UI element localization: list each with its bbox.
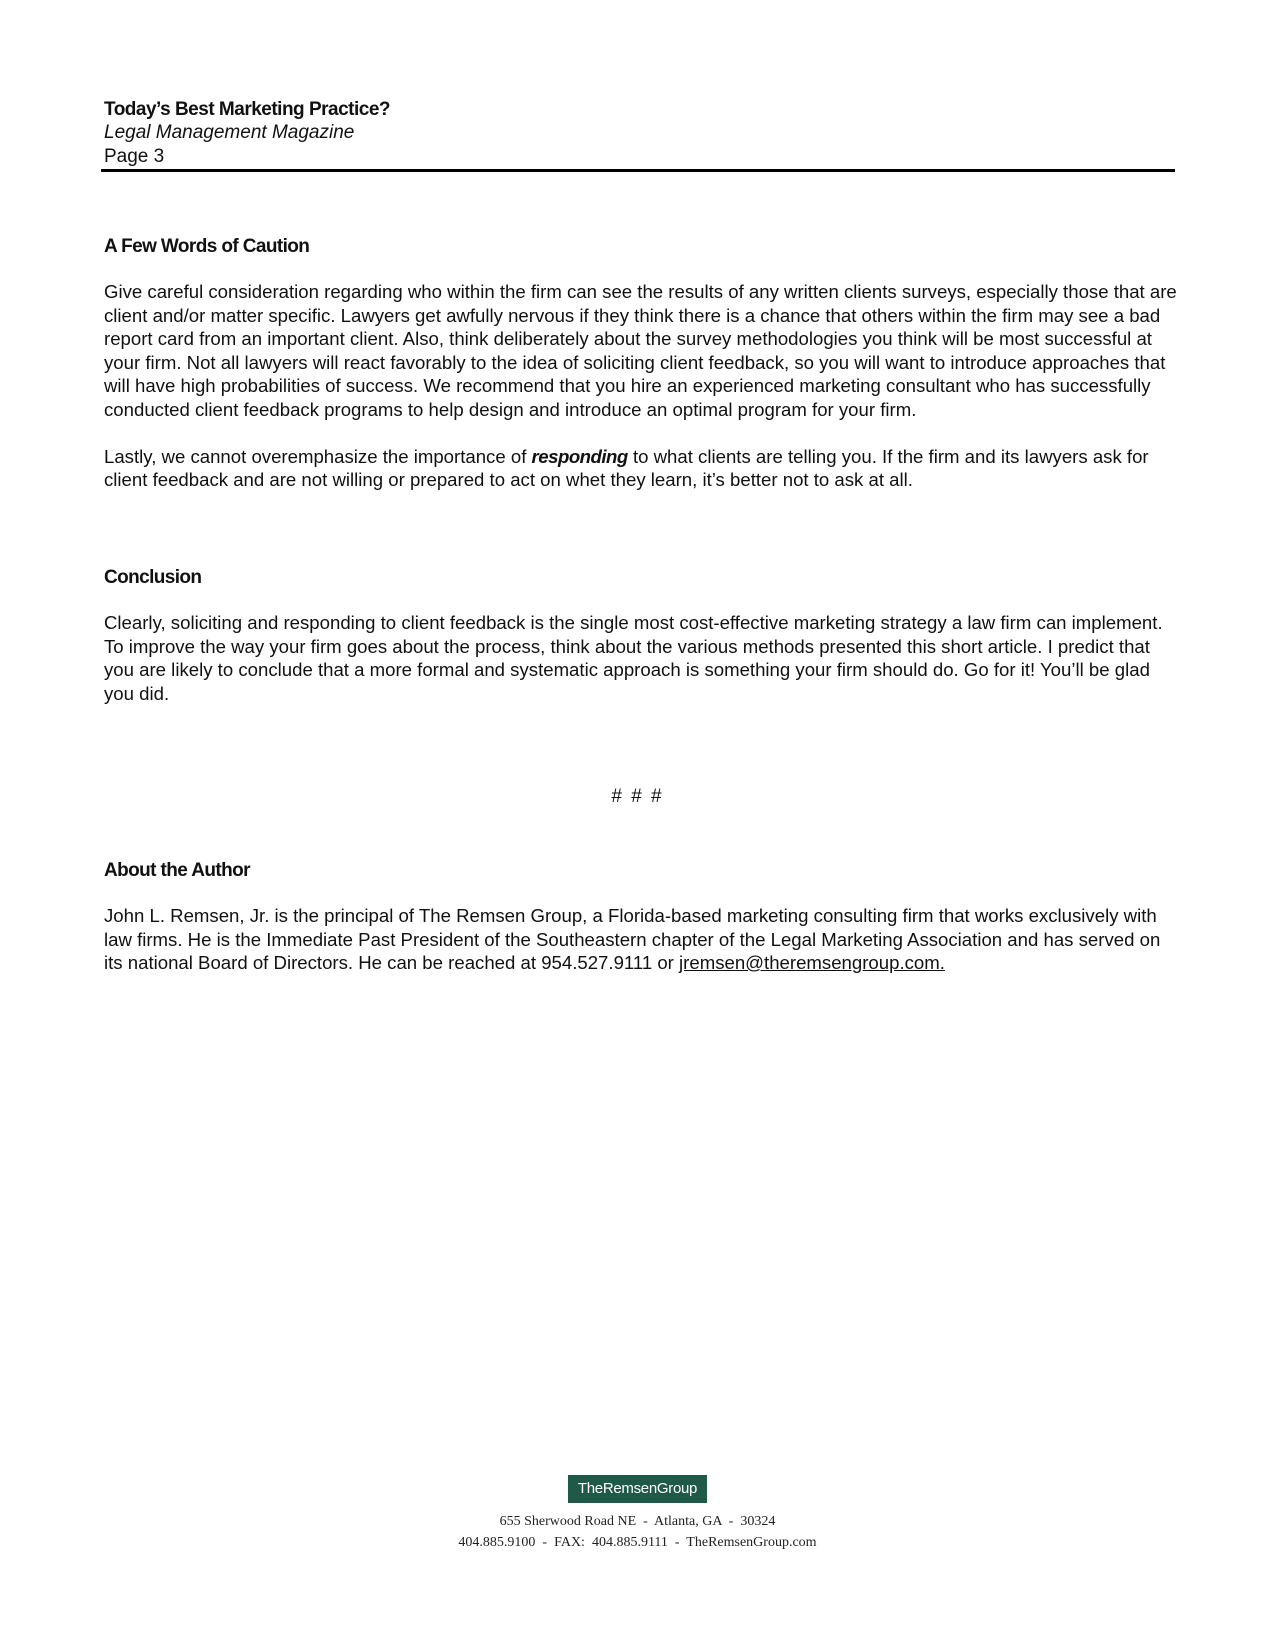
footer-contact-info: 404.885.9100 - FAX: 404.885.9111 - TheRemsenGroup.com <box>458 1535 817 1550</box>
author-email-link[interactable]: jremsen@theremsengroup.com. <box>679 952 945 974</box>
caution-paragraph-2-end: to what clients are telling you. If the firm and its lawyers ask for client feedback and are not willing or prepared to act on whet they learn, it’s better not to ask at all. <box>104 445 1149 491</box>
remsen-group-logo: TheRemsenGroup <box>568 1475 707 1503</box>
caution-section <box>104 235 1179 492</box>
article-title: Today’s Best Marketing Practice? <box>104 99 390 120</box>
author-section <box>104 859 1179 975</box>
author-biography: John L. Remsen, Jr. is the principal of The Remsen Group, a Florida-based marketing consulting firm that works exclusively with law firms. He is the Immediate Past President of the Southeastern chapter of the Legal Marketing Association and has served on its national Board of Directors. He can be reached at 954.527.9111 or <box>104 905 1161 974</box>
letterhead-footer <box>0 1475 1275 1553</box>
caution-paragraph-1: Give careful consideration regarding who within the firm can see the results of any written clients surveys, especially those that are client and/or matter specific. Lawyers get awfully nervous if they think there is a chance that others within the firm may see a bad report card from an important client. Also, think deliberately about the survey methodologies you think will be most successful at your firm. Not all lawyers will react favorably to the idea of soliciting client feedback, so you will want to introduce approaches that will have high probabilities of success. We recommend that you hire an experienced marketing consultant who has successfully conducted client feedback programs to help design and introduce an optimal program for your firm. <box>104 281 1177 420</box>
author-heading: About the Author <box>104 860 250 881</box>
caution-paragraph-2-start: Lastly, we cannot overemphasize the importance of <box>104 445 532 467</box>
page-number: Page 3 <box>104 146 165 167</box>
footer-address: 655 Sherwood Road NE - Atlanta, GA - 30324 <box>499 1514 776 1529</box>
end-of-article-separator: # # # <box>611 786 664 807</box>
caution-paragraph-2 <box>104 445 1179 492</box>
responding-emphasis: responding <box>531 445 628 467</box>
conclusion-heading: Conclusion <box>104 567 202 588</box>
page-header <box>104 98 1174 169</box>
caution-heading: A Few Words of Caution <box>104 236 310 257</box>
author-paragraph <box>104 904 1179 975</box>
publication-name: Legal Management Magazine <box>104 122 355 143</box>
conclusion-section <box>104 566 1179 705</box>
header-divider <box>101 169 1175 172</box>
conclusion-paragraph: Clearly, soliciting and responding to client feedback is the single most cost-effective marketing strategy a law firm can implement. To improve the way your firm goes about the process, think about the various methods presented this short article. I predict that you are likely to conclude that a more formal and systematic approach is something your firm should do. Go for it! You’ll be glad you did. <box>104 612 1163 704</box>
